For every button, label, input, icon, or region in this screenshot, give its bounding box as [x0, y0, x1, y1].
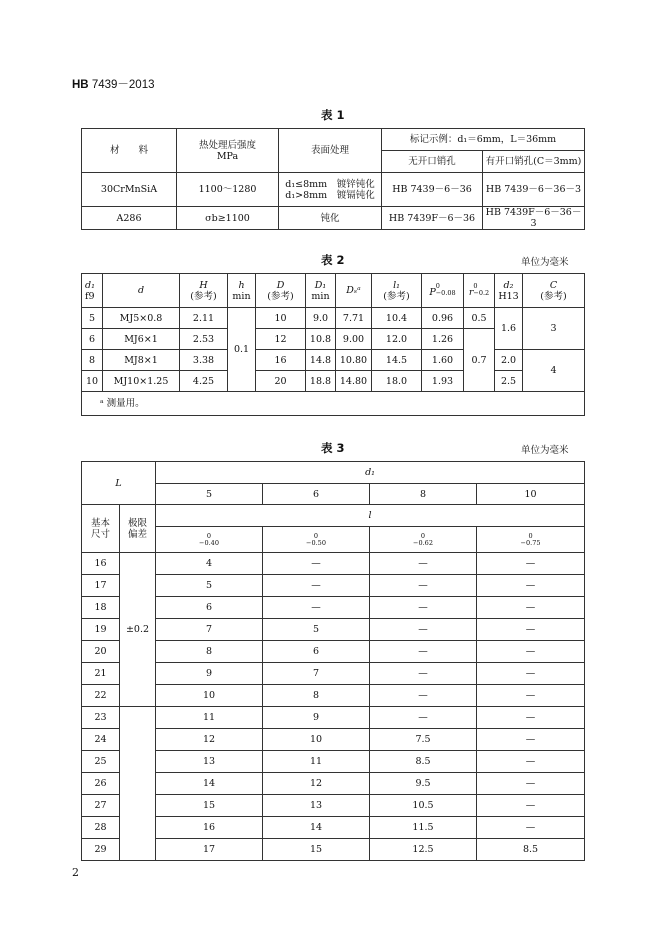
table-row — [82, 707, 585, 729]
t3-h-basic-size: 基本 尺寸 — [82, 505, 120, 553]
t2-cell: MJ5×0.8 — [103, 308, 180, 329]
t3-h-L: L — [82, 462, 156, 505]
t3-d1-8: 8 — [370, 484, 477, 505]
t2-h-d2: d₂ H13 — [495, 274, 523, 308]
t3-cell-8: 11.5 — [370, 817, 477, 839]
t3-cell-6: — — [263, 553, 370, 575]
t3-tol-10: 0 −0.75 — [477, 527, 585, 553]
t3-cell-10: — — [477, 641, 585, 663]
t3-cell-6: — — [263, 597, 370, 619]
table-row — [82, 308, 585, 329]
t2-cell: 0.96 — [422, 308, 464, 329]
t2-h-D1: D₁ min — [306, 274, 336, 308]
t3-cell-8: — — [370, 663, 477, 685]
t2-cell: 10 — [256, 308, 306, 329]
t3-cell-5: 16 — [156, 817, 263, 839]
t2-h-D: D (参考) — [256, 274, 306, 308]
t2-cell: MJ8×1 — [103, 350, 180, 371]
t2-r-value-a: 0.5 — [464, 308, 495, 329]
t2-cell: 1.26 — [422, 329, 464, 350]
t3-cell-5: 14 — [156, 773, 263, 795]
t3-cell-6: 13 — [263, 795, 370, 817]
t2-cell: 14.80 — [336, 371, 372, 392]
t3-cell-5: 15 — [156, 795, 263, 817]
t3-cell-5: 9 — [156, 663, 263, 685]
t2-cell: 6 — [82, 329, 103, 350]
t3-cell-6: 6 — [263, 641, 370, 663]
t3-cell-5: 5 — [156, 575, 263, 597]
t3-d1-10: 10 — [477, 484, 585, 505]
table-row — [82, 795, 585, 817]
table-row — [82, 839, 585, 861]
t3-basic-size: 19 — [82, 619, 120, 641]
t2-c-value-a: 3 — [523, 308, 585, 350]
table-row — [82, 553, 585, 575]
t2-r-value-b: 0.7 — [464, 329, 495, 392]
t3-basic-size: 26 — [82, 773, 120, 795]
table3 — [81, 461, 585, 861]
t1-header-surface: 表面处理 — [279, 129, 382, 173]
t3-cell-8: 8.5 — [370, 751, 477, 773]
table-row — [82, 641, 585, 663]
t3-basic-size: 24 — [82, 729, 120, 751]
table1 — [81, 128, 585, 230]
t3-cell-8: 12.5 — [370, 839, 477, 861]
t3-basic-size: 28 — [82, 817, 120, 839]
t3-cell-5: 13 — [156, 751, 263, 773]
t3-cell-10: — — [477, 619, 585, 641]
t3-cell-8: 9.5 — [370, 773, 477, 795]
t2-cell: 7.71 — [336, 308, 372, 329]
t2-cell: 18.8 — [306, 371, 336, 392]
t3-cell-6: 8 — [263, 685, 370, 707]
t2-cell: 20 — [256, 371, 306, 392]
t2-h-Ds: Dₛᵃ — [336, 274, 372, 308]
t2-cell: 5 — [82, 308, 103, 329]
t3-cell-10: — — [477, 795, 585, 817]
table-row — [82, 663, 585, 685]
t2-cell: 1.93 — [422, 371, 464, 392]
t1-header-no-slot: 无开口销孔 — [382, 151, 483, 173]
t2-cell: 10.4 — [372, 308, 422, 329]
table-row — [82, 729, 585, 751]
t3-cell-5: 12 — [156, 729, 263, 751]
t1-r1-material: 30CrMnSiA — [82, 173, 177, 207]
t3-cell-5: 8 — [156, 641, 263, 663]
t2-cell: 12 — [256, 329, 306, 350]
t3-cell-5: 10 — [156, 685, 263, 707]
t3-cell-6: 15 — [263, 839, 370, 861]
t3-limit-value: ±0.2 — [120, 553, 156, 707]
t3-h-d1: d₁ — [156, 462, 585, 484]
t3-tol-6: 0 −0.50 — [263, 527, 370, 553]
t3-basic-size: 20 — [82, 641, 120, 663]
t3-basic-size: 18 — [82, 597, 120, 619]
t2-footnote: ᵃ 测量用。 — [82, 392, 585, 416]
t2-c-value-b: 4 — [523, 350, 585, 392]
t3-cell-6: — — [263, 575, 370, 597]
t3-tol-8: 0 −0.62 — [370, 527, 477, 553]
t3-cell-10: — — [477, 685, 585, 707]
t3-basic-size: 27 — [82, 795, 120, 817]
t3-cell-8: — — [370, 553, 477, 575]
t3-cell-10: 8.5 — [477, 839, 585, 861]
table2 — [81, 273, 585, 416]
t2-cell: 3.38 — [180, 350, 228, 371]
t3-tol-5: 0 −0.40 — [156, 527, 263, 553]
t2-d2-value-a: 1.6 — [495, 308, 523, 350]
table-row — [82, 371, 585, 392]
t1-r2-material: A286 — [82, 207, 177, 230]
t3-cell-8: — — [370, 597, 477, 619]
t3-cell-10: — — [477, 817, 585, 839]
table2-caption: 表 2 — [321, 253, 345, 267]
t1-r2-strength: σb≥1100 — [177, 207, 279, 230]
t1-header-slot: 有开口销孔(C＝3mm) — [483, 151, 585, 173]
t3-cell-10: — — [477, 553, 585, 575]
t3-cell-10: — — [477, 663, 585, 685]
t3-cell-6: 10 — [263, 729, 370, 751]
t3-cell-8: — — [370, 619, 477, 641]
document-header — [72, 76, 155, 92]
t3-cell-10: — — [477, 597, 585, 619]
t1-header-strength: 热处理后强度 MPa — [177, 129, 279, 173]
table-row — [82, 597, 585, 619]
page-number: 2 — [72, 866, 79, 879]
t1-r2-slot: HB 7439F－6－36－3 — [483, 207, 585, 230]
t3-d1-6: 6 — [263, 484, 370, 505]
t2-cell: 4.25 — [180, 371, 228, 392]
t3-basic-size: 16 — [82, 553, 120, 575]
table-row — [82, 817, 585, 839]
table-row — [82, 350, 585, 371]
t3-cell-8: 7.5 — [370, 729, 477, 751]
t1-r2-no-slot: HB 7439F－6－36 — [382, 207, 483, 230]
t1-header-material: 材 料 — [82, 129, 177, 173]
t2-cell: 14.5 — [372, 350, 422, 371]
t3-cell-6: 14 — [263, 817, 370, 839]
table-row — [82, 773, 585, 795]
t3-h-l: l — [156, 505, 585, 527]
table1-caption: 表 1 — [321, 108, 345, 122]
t3-basic-size: 25 — [82, 751, 120, 773]
t3-cell-6: 12 — [263, 773, 370, 795]
t2-h-h: h min — [228, 274, 256, 308]
t3-basic-size: 23 — [82, 707, 120, 729]
t3-cell-10: — — [477, 575, 585, 597]
table-row — [82, 575, 585, 597]
t3-cell-5: 11 — [156, 707, 263, 729]
t2-d2-value-b: 2.0 — [495, 350, 523, 371]
t2-cell: 1.60 — [422, 350, 464, 371]
t2-cell: 2.11 — [180, 308, 228, 329]
t3-cell-5: 6 — [156, 597, 263, 619]
t2-cell: MJ10×1.25 — [103, 371, 180, 392]
t2-h-r: r0 −0.2 — [464, 274, 495, 308]
t1-r1-slot: HB 7439－6－36－3 — [483, 173, 585, 207]
t3-basic-size: 21 — [82, 663, 120, 685]
table3-caption: 表 3 — [321, 441, 345, 455]
t3-cell-5: 4 — [156, 553, 263, 575]
t3-body — [82, 553, 585, 861]
t2-d2-value-c: 2.5 — [495, 371, 523, 392]
t2-cell: 9.0 — [306, 308, 336, 329]
t3-cell-6: 11 — [263, 751, 370, 773]
t3-cell-8: — — [370, 575, 477, 597]
t2-cell: 16 — [256, 350, 306, 371]
t3-basic-size: 29 — [82, 839, 120, 861]
table-row — [82, 619, 585, 641]
t3-cell-6: 7 — [263, 663, 370, 685]
t1-r1-no-slot: HB 7439－6－36 — [382, 173, 483, 207]
t3-cell-10: — — [477, 751, 585, 773]
t3-cell-6: 9 — [263, 707, 370, 729]
table-row — [82, 751, 585, 773]
t2-cell: 18.0 — [372, 371, 422, 392]
t1-r1-surface: d₁≤8mm 镀锌钝化 d₁>8mm 镀镉钝化 — [279, 173, 382, 207]
t2-h-d: d — [103, 274, 180, 308]
t3-cell-5: 17 — [156, 839, 263, 861]
t2-cell: 2.53 — [180, 329, 228, 350]
t2-h-d1: d₁ f9 — [82, 274, 103, 308]
table-row — [82, 685, 585, 707]
t3-basic-size: 22 — [82, 685, 120, 707]
t3-cell-8: 10.5 — [370, 795, 477, 817]
t2-cell: 10 — [82, 371, 103, 392]
t2-h-H: H (参考) — [180, 274, 228, 308]
t2-cell: 10.80 — [336, 350, 372, 371]
t2-cell: 10.8 — [306, 329, 336, 350]
t2-cell: 14.8 — [306, 350, 336, 371]
t3-basic-size: 17 — [82, 575, 120, 597]
t3-cell-8: — — [370, 685, 477, 707]
t3-d1-5: 5 — [156, 484, 263, 505]
t2-cell: 9.00 — [336, 329, 372, 350]
t3-cell-8: — — [370, 641, 477, 663]
table2-unit: 单位为毫米 — [521, 257, 569, 268]
t3-cell-10: — — [477, 773, 585, 795]
t3-cell-6: 5 — [263, 619, 370, 641]
header-code-rest: 7439－2013 — [88, 79, 155, 91]
header-code-bold: HB — [72, 79, 89, 91]
t1-r2-surface: 钝化 — [279, 207, 382, 230]
t3-h-limit-deviation: 极限 偏差 — [120, 505, 156, 553]
t1-header-mark-example: 标记示例：d₁＝6mm，L＝36mm — [382, 129, 585, 151]
t2-h-P: P0 −0.08 — [422, 274, 464, 308]
t2-cell: 8 — [82, 350, 103, 371]
t1-r1-strength: 1100～1280 — [177, 173, 279, 207]
t3-cell-10: — — [477, 707, 585, 729]
t2-h-value: 0.1 — [228, 308, 256, 392]
t3-cell-10: — — [477, 729, 585, 751]
t2-cell: MJ6×1 — [103, 329, 180, 350]
t3-limit-empty — [120, 707, 156, 861]
t2-h-C: C (参考) — [523, 274, 585, 308]
t3-cell-8: — — [370, 707, 477, 729]
t2-h-l1: l₁ (参考) — [372, 274, 422, 308]
t3-cell-5: 7 — [156, 619, 263, 641]
t2-cell: 12.0 — [372, 329, 422, 350]
table3-unit: 单位为毫米 — [521, 445, 569, 456]
